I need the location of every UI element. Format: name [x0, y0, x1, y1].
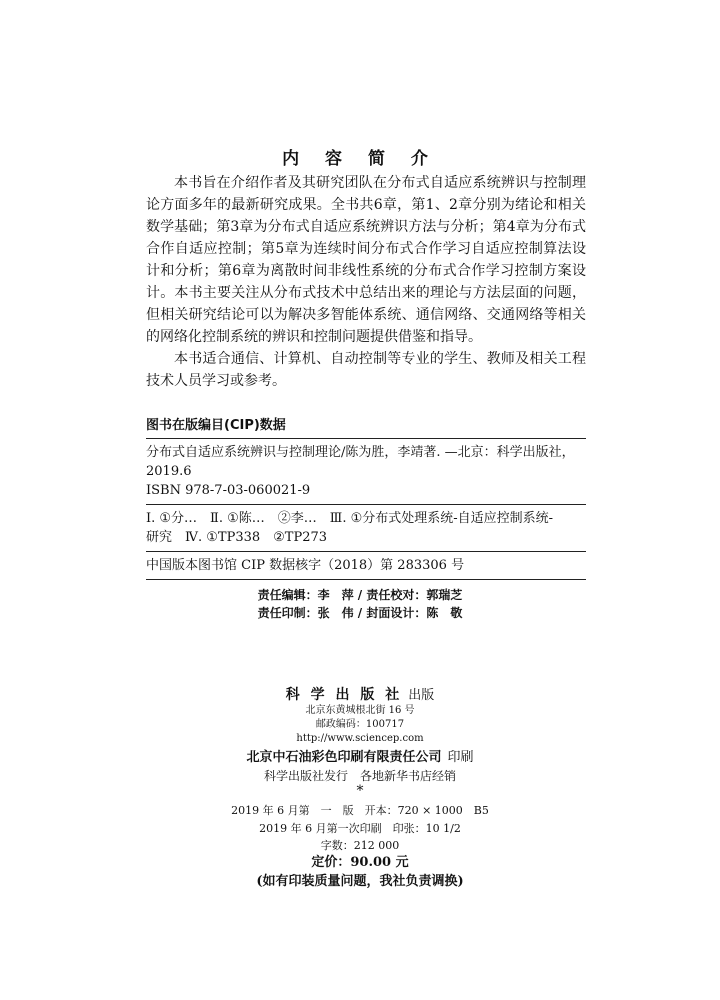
- cip-entry: [146, 439, 586, 504]
- cip-entry-line: 2019.6: [146, 464, 192, 479]
- website: http://www.sciencep.com: [296, 733, 424, 744]
- editor-line: 责任印制：张 伟 / 封面设计：陈 敬: [257, 606, 463, 620]
- classification-line: Ⅰ. ①分… Ⅱ. ①陈… ②李… Ⅲ. ①分布式处理系统-自适应控制系统-: [146, 511, 554, 526]
- publication-info: [0, 686, 720, 892]
- price: 定价：90.00 元: [311, 855, 409, 870]
- library-cip-number: 中国版本图书馆 CIP 数据核字（2018）第 283306 号: [146, 558, 465, 573]
- content-summary: [146, 172, 586, 392]
- editor-line: 责任编辑：李 萍 / 责任校对：郭瑞芝: [257, 588, 463, 602]
- responsibility-credits: [0, 586, 720, 622]
- summary-paragraph-1: 本书旨在介绍作者及其研究团队在分布式自适应系统辨识与控制理论方面多年的最新研究成果。全书共6章，第1、2章分别为绪论和相关数学基础；第3章为分布式自适应系统辨识方法与分析；第4章为分布式合作自适应控制；第5章为连续时间分布式合作学习自适应控制算法设计和分析；第6章为离散时间非线性系统的分布式合作学习控制方案设计。本书主要关注从分布式技术中总结出来的理论与方法层面的问题，但相关研究结论可以为解决多智能体系统、通信网络、交通网络等相关的网络化控制系统的辨识和控制问题提供借鉴和指导。: [146, 175, 586, 345]
- publisher-address: 北京东黄城根北街 16 号: [305, 705, 415, 716]
- printer-line: [0, 750, 720, 766]
- isbn: ISBN 978-7-03-060021-9: [146, 483, 311, 498]
- printer-suffix: 印刷: [447, 750, 474, 765]
- summary-paragraph-2: 本书适合通信、计算机、自动控制等专业的学生、教师及相关工程技术人员学习或参考。: [146, 351, 586, 389]
- cip-library-number: [146, 552, 586, 579]
- cip-data-block: [146, 416, 586, 580]
- cip-classification: [146, 505, 586, 551]
- printer-name: 北京中石油彩色印刷有限责任公司: [246, 750, 442, 765]
- edition-line: 2019 年 6 月第一次印刷 印张：10 1/2: [259, 822, 461, 835]
- distributor: 科学出版社发行 各地新华书店经销: [263, 769, 456, 783]
- cip-header: 图书在版编目(CIP)数据: [146, 418, 286, 433]
- quality-notice: (如有印装质量问题，我社负责调换): [256, 874, 464, 889]
- divider: [146, 579, 586, 580]
- publisher-line: [0, 686, 720, 704]
- classification-line: 研究 Ⅳ. ①TP338 ②TP273: [146, 530, 328, 545]
- page-title: 内 容 简 介: [282, 149, 438, 169]
- postcode: 邮政编码：100717: [315, 719, 405, 730]
- publisher-name: 科 学 出 版 社: [285, 687, 403, 703]
- cip-entry-line: 分布式自适应系统辨识与控制理论/陈为胜，李靖著. —北京：科学出版社，: [146, 445, 575, 460]
- edition-line: 2019 年 6 月第 一 版 开本：720 × 1000 B5: [231, 804, 489, 817]
- word-count: 字数：212 000: [320, 839, 400, 852]
- publisher-suffix: 出版: [408, 688, 435, 703]
- separator-star: *: [356, 783, 364, 799]
- edition-info: [0, 802, 720, 838]
